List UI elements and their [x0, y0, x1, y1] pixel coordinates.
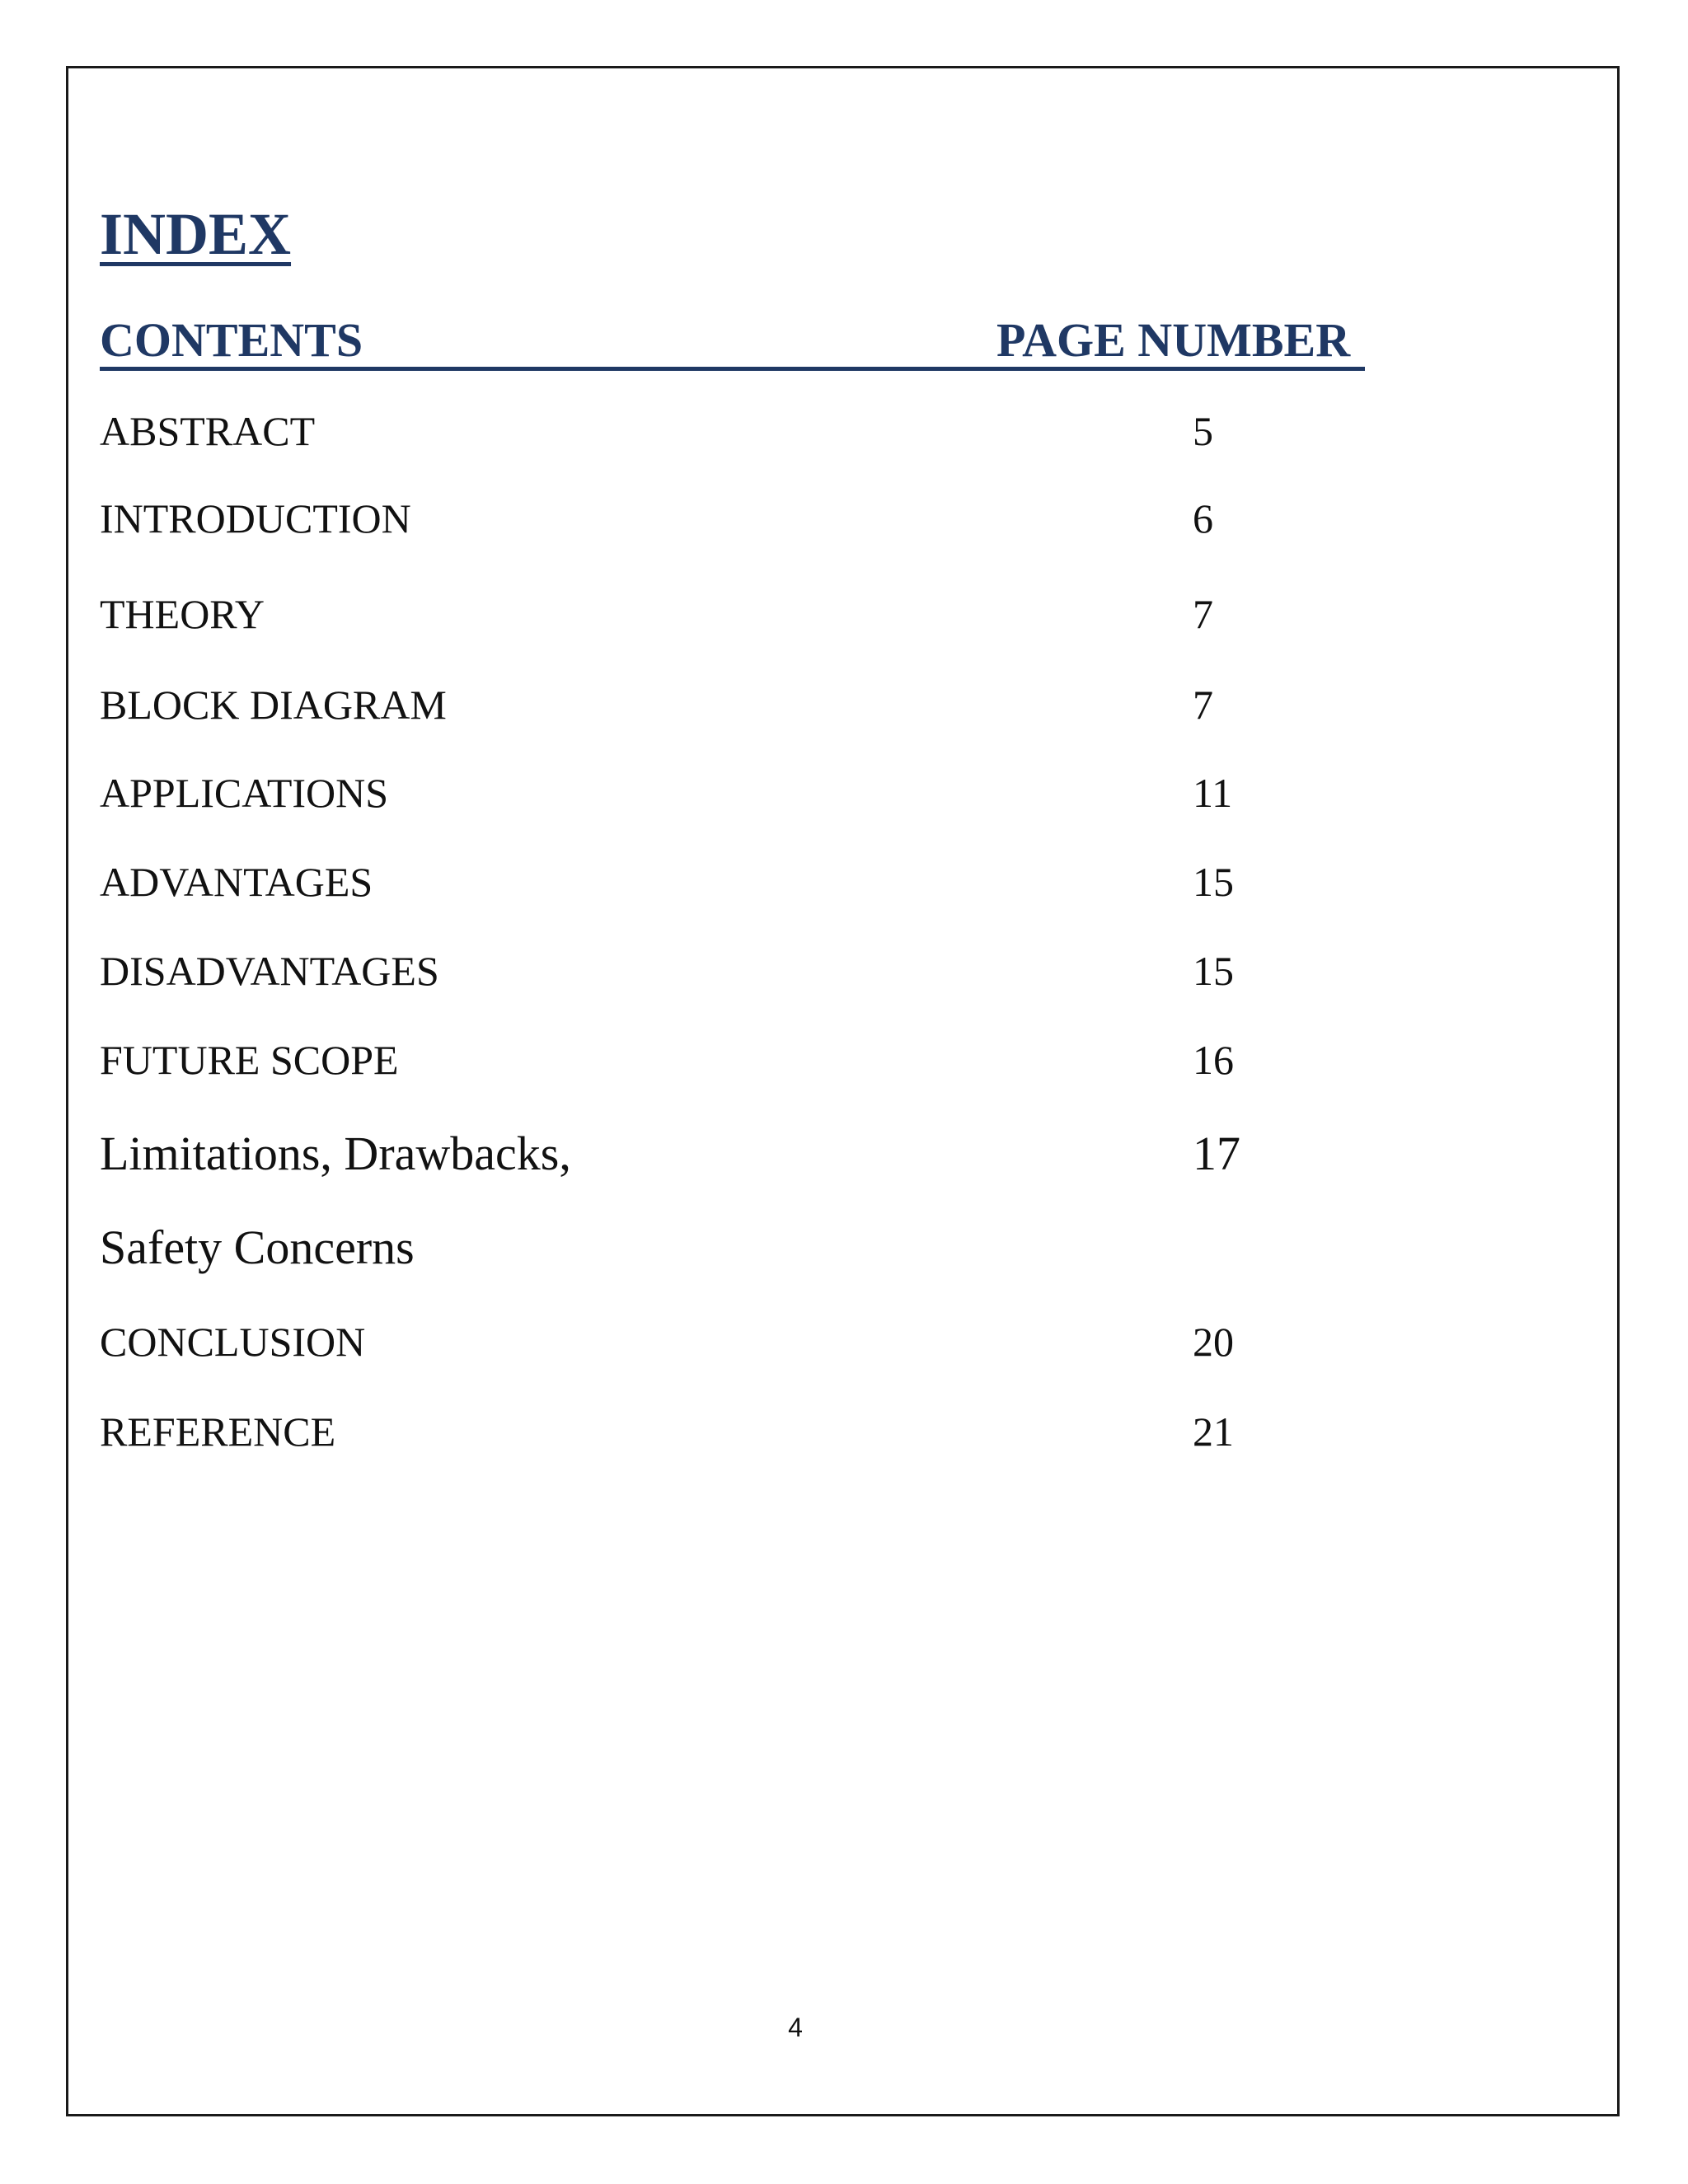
toc-entry-introduction: INTRODUCTION — [100, 495, 411, 541]
toc-page-block-diagram: 7 — [1193, 682, 1213, 728]
toc-entry-applications: APPLICATIONS — [100, 770, 389, 816]
header-underline — [100, 367, 1365, 371]
page-number-column-header: PAGE NUMBER — [996, 313, 1351, 367]
toc-page-disadvantages: 15 — [1193, 948, 1234, 994]
page-border — [66, 66, 1620, 2116]
contents-column-header: CONTENTS — [100, 313, 363, 367]
toc-page-future-scope: 16 — [1193, 1037, 1234, 1083]
toc-entry-limitations: Limitations, Drawbacks, — [100, 1127, 571, 1180]
toc-entry-disadvantages: DISADVANTAGES — [100, 948, 439, 994]
toc-page-introduction: 6 — [1193, 495, 1213, 541]
toc-page-conclusion: 20 — [1193, 1319, 1234, 1365]
toc-entry-block-diagram: BLOCK DIAGRAM — [100, 682, 447, 728]
footer-page-number: 4 — [788, 2013, 803, 2042]
toc-page-advantages: 15 — [1193, 859, 1234, 905]
toc-entry-reference: REFERENCE — [100, 1408, 336, 1455]
toc-entry-abstract: ABSTRACT — [100, 408, 316, 454]
toc-entry-conclusion: CONCLUSION — [100, 1319, 366, 1365]
toc-entry-limitations-line2: Safety Concerns — [100, 1221, 415, 1274]
toc-page-abstract: 5 — [1193, 408, 1213, 454]
toc-entry-advantages: ADVANTAGES — [100, 859, 373, 905]
toc-page-theory: 7 — [1193, 591, 1213, 637]
toc-entry-future-scope: FUTURE SCOPE — [100, 1037, 399, 1083]
toc-page-limitations: 17 — [1193, 1127, 1240, 1180]
toc-entry-theory: THEORY — [100, 591, 265, 637]
toc-page-reference: 21 — [1193, 1408, 1234, 1455]
toc-page-applications: 11 — [1193, 770, 1233, 816]
index-title: INDEX — [100, 201, 292, 267]
